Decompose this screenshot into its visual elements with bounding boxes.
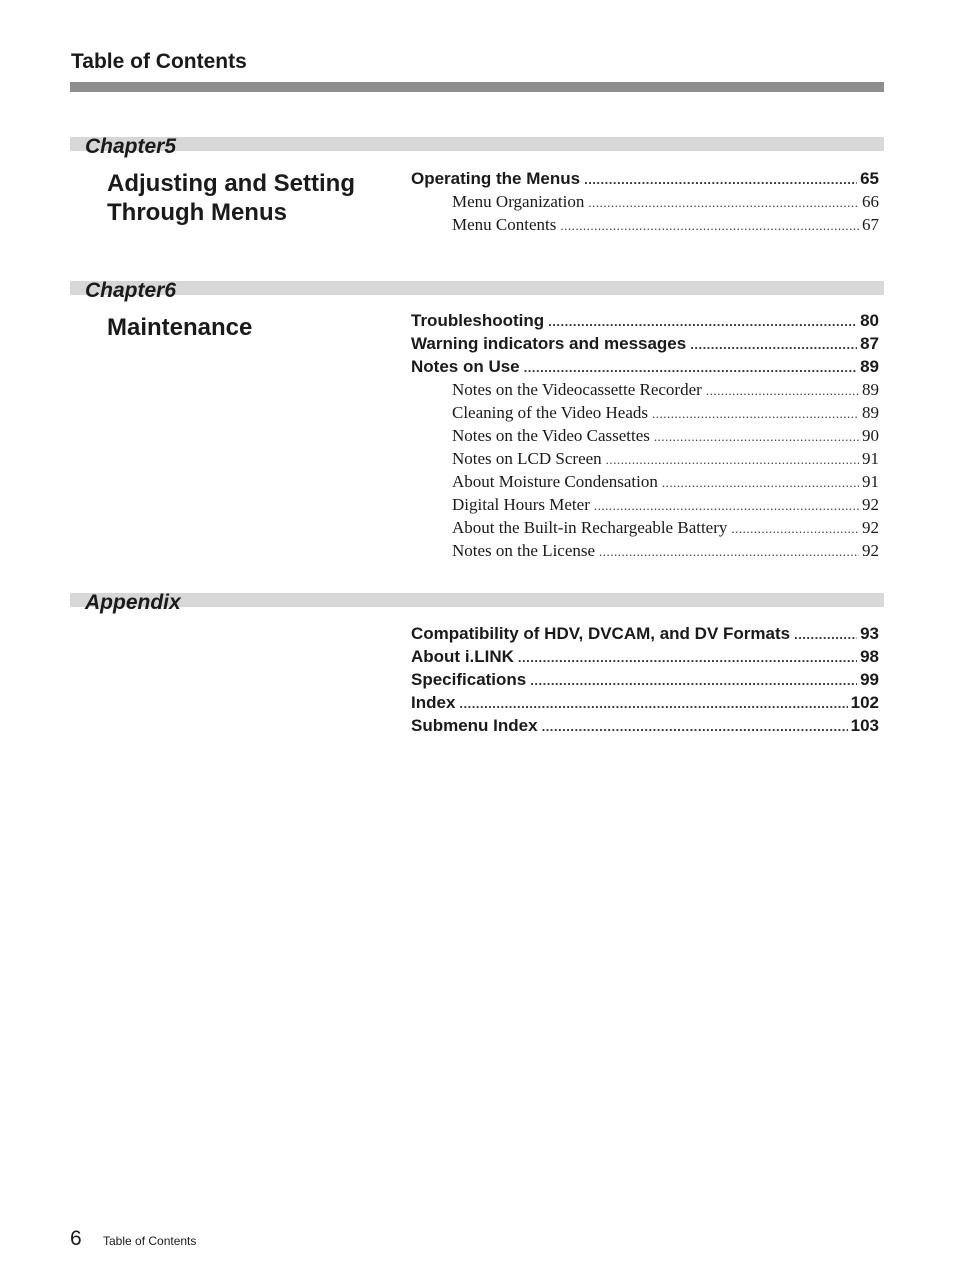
- dot-leader: [560, 218, 859, 234]
- toc-page-number: 98: [860, 647, 879, 666]
- dot-leader: [662, 475, 859, 491]
- toc-page-number: 90: [862, 426, 879, 445]
- toc-page-number: 65: [860, 169, 879, 188]
- toc-page-number: 93: [860, 624, 879, 643]
- dot-leader: [599, 544, 859, 560]
- dot-leader: [542, 719, 848, 734]
- toc-entry-title: About the Built-in Rechargeable Battery: [452, 518, 728, 537]
- chapter-band: [70, 137, 884, 151]
- footer-label: Table of Contents: [103, 1234, 197, 1248]
- toc-entry[interactable]: [411, 670, 879, 693]
- dot-leader: [654, 429, 859, 445]
- toc-entry-title: Submenu Index: [411, 716, 538, 735]
- toc-entry[interactable]: [411, 311, 879, 334]
- toc-entry-title: Digital Hours Meter: [452, 495, 590, 514]
- toc-list: [411, 311, 879, 564]
- dot-leader: [606, 452, 859, 468]
- toc-page-number: 91: [862, 472, 879, 491]
- chapter-title: Maintenance: [107, 314, 253, 341]
- dot-leader: [706, 383, 859, 399]
- toc-page-number: 87: [860, 334, 879, 353]
- toc-entry[interactable]: [411, 169, 879, 192]
- toc-entry[interactable]: [411, 192, 879, 215]
- footer-page-number: 6: [70, 1227, 82, 1250]
- toc-entry[interactable]: [411, 357, 879, 380]
- toc-page-number: 91: [862, 449, 879, 468]
- toc-entry[interactable]: [411, 624, 879, 647]
- toc-page-number: 80: [860, 311, 879, 330]
- dot-leader: [530, 673, 857, 688]
- toc-entry-title: Notes on the Videocassette Recorder: [452, 380, 702, 399]
- dot-leader: [690, 337, 857, 352]
- toc-entry-title: Troubleshooting: [411, 311, 545, 330]
- chapter-label: Chapter6: [85, 279, 177, 302]
- page-title: Table of Contents: [71, 50, 247, 73]
- dot-leader: [731, 521, 859, 537]
- toc-entry[interactable]: [411, 647, 879, 670]
- toc-entry-title: About Moisture Condensation: [452, 472, 658, 491]
- toc-entry-title: Index: [411, 693, 456, 712]
- toc-page-number: 89: [862, 403, 879, 422]
- toc-page-number: 67: [862, 215, 879, 234]
- dot-leader: [524, 360, 857, 375]
- toc-entry[interactable]: [411, 518, 879, 541]
- toc-page-number: 92: [862, 495, 879, 514]
- toc-entry-title: Menu Organization: [452, 192, 585, 211]
- dot-leader: [652, 406, 859, 422]
- dot-leader: [588, 195, 859, 211]
- toc-page-number: 92: [862, 518, 879, 537]
- toc-page-number: 66: [862, 192, 879, 211]
- toc-entry-title: About i.LINK: [411, 647, 514, 666]
- toc-entry[interactable]: [411, 380, 879, 403]
- toc-entry-title: Menu Contents: [452, 215, 557, 234]
- toc-page-number: 102: [850, 693, 879, 712]
- toc-entry-title: Compatibility of HDV, DVCAM, and DV Formats: [411, 624, 791, 643]
- dot-leader: [584, 172, 857, 187]
- chapter-band: [70, 281, 884, 295]
- chapter-label: Chapter5: [85, 135, 177, 158]
- chapter-band: [70, 593, 884, 607]
- toc-page-number: 99: [860, 670, 879, 689]
- toc-entry-title: Notes on LCD Screen: [452, 449, 602, 468]
- chapter-title: Adjusting and Setting Through Menus: [107, 170, 355, 226]
- toc-entry-title: Operating the Menus: [411, 169, 581, 188]
- dot-leader: [459, 696, 847, 711]
- toc-list: [411, 624, 879, 739]
- dot-leader: [794, 627, 857, 642]
- toc-entry[interactable]: [411, 541, 879, 564]
- toc-page-number: 92: [862, 541, 879, 560]
- toc-page-number: 103: [850, 716, 879, 735]
- toc-entry[interactable]: [411, 403, 879, 426]
- toc-page-number: 89: [860, 357, 879, 376]
- toc-entry[interactable]: [411, 426, 879, 449]
- toc-entry-title: Notes on Use: [411, 357, 520, 376]
- toc-page-number: 89: [862, 380, 879, 399]
- toc-entry[interactable]: [411, 334, 879, 357]
- toc-entry-title: Notes on the Video Cassettes: [452, 426, 650, 445]
- dot-leader: [518, 650, 857, 665]
- toc-entry[interactable]: [411, 215, 879, 238]
- dot-leader: [548, 314, 857, 329]
- toc-entry[interactable]: [411, 693, 879, 716]
- toc-entry-title: Cleaning of the Video Heads: [452, 403, 649, 422]
- toc-entry[interactable]: [411, 716, 879, 739]
- header-rule: [70, 82, 884, 92]
- toc-entry[interactable]: [411, 449, 879, 472]
- toc-entry[interactable]: [411, 495, 879, 518]
- toc-entry-title: Specifications: [411, 670, 527, 689]
- toc-entry-title: Warning indicators and messages: [411, 334, 687, 353]
- toc-list: [411, 169, 879, 238]
- toc-entry[interactable]: [411, 472, 879, 495]
- dot-leader: [594, 498, 859, 514]
- chapter-label: Appendix: [85, 591, 181, 614]
- toc-entry-title: Notes on the License: [452, 541, 596, 560]
